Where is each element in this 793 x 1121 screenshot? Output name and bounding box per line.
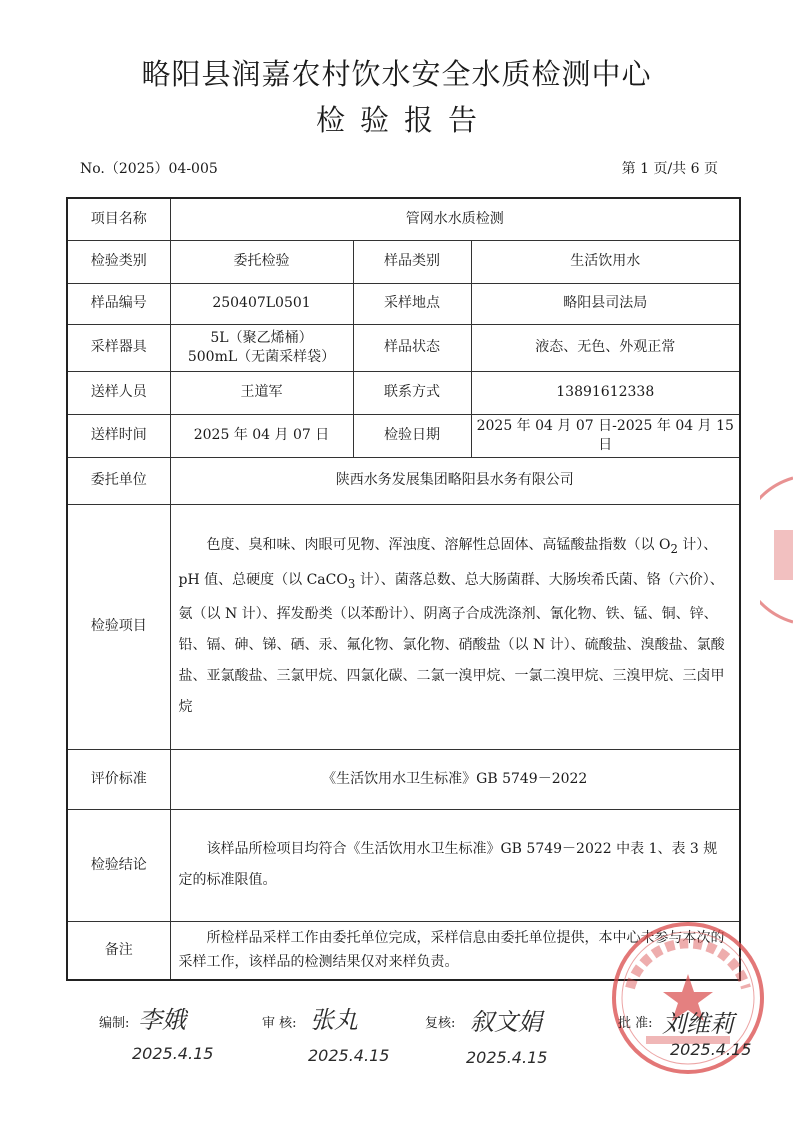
row-conclusion bbox=[67, 809, 740, 921]
row-client bbox=[67, 457, 740, 504]
client-value: 陕西水务发展集团略阳县水务有限公司 bbox=[170, 457, 740, 504]
items-value bbox=[170, 504, 740, 749]
items-part-3: 计）、菌落总数、总大肠菌群、大肠埃希氏菌、铬（六价）、氨（以 N 计）、挥发酚类（以苯酚计）、阴离子合成洗涤剂、氰化物、铁、锰、铜、锌、铅、镉、砷、锑、硒、汞、氟化物、氯化物、硝酸盐（以 N 计）、硫酸盐、溴酸盐、氯酸盐、亚氯酸盐、三氯甲烷、四氯化碳、二氯一溴甲烷、一氯二溴甲烷、三溴甲烷、三卤甲烷 bbox=[178, 571, 725, 716]
approve-label: 批 准: bbox=[618, 1016, 653, 1031]
send-time-label: 送样时间 bbox=[67, 414, 170, 457]
row-items bbox=[67, 504, 740, 749]
sample-place-label: 采样地点 bbox=[353, 283, 471, 324]
sample-state-label: 样品状态 bbox=[353, 324, 471, 371]
sampler-value bbox=[170, 324, 353, 371]
project-name-label: 项目名称 bbox=[67, 198, 170, 240]
project-name-value: 管网水水质检测 bbox=[170, 198, 740, 240]
row-project-name bbox=[67, 198, 740, 240]
page-number: 第 1 页/共 6 页 bbox=[621, 161, 718, 177]
standard-value: 《生活饮用水卫生标准》GB 5749－2022 bbox=[170, 749, 740, 809]
recheck-signature: 叙文娟 bbox=[470, 1008, 542, 1036]
inspect-type-value: 委托检验 bbox=[170, 240, 353, 283]
sender-label: 送样人员 bbox=[67, 371, 170, 414]
inspect-date-label: 检验日期 bbox=[353, 414, 471, 457]
row-inspect-type bbox=[67, 240, 740, 283]
sampler-line-1: 5L（聚乙烯桶） bbox=[210, 329, 313, 346]
sample-no-label: 样品编号 bbox=[67, 283, 170, 324]
remarks-label: 备注 bbox=[67, 921, 170, 980]
sample-no-value: 250407L0501 bbox=[170, 283, 353, 324]
items-sub-2: 3 bbox=[347, 576, 356, 591]
compile-signature: 李娥 bbox=[138, 1006, 186, 1034]
items-text bbox=[179, 530, 732, 724]
org-title: 略阳县润嘉农村饮水安全水质检测中心 bbox=[141, 57, 652, 91]
items-part-2: 计）、pH 值、总硬度（以 CaCO bbox=[178, 536, 718, 588]
report-title: 检验报告 bbox=[315, 103, 492, 137]
contact-label: 联系方式 bbox=[353, 371, 471, 414]
report-number: No.（2025）04-005 bbox=[80, 161, 218, 177]
review-signature: 张丸 bbox=[310, 1006, 358, 1034]
standard-label: 评价标准 bbox=[67, 749, 170, 809]
row-standard bbox=[67, 749, 740, 809]
review-date: 2025.4.15 bbox=[308, 1046, 390, 1065]
contact-value: 13891612338 bbox=[471, 371, 740, 414]
items-sub-1: 2 bbox=[670, 541, 678, 556]
items-part-1: 色度、臭和味、肉眼可见物、浑浊度、溶解性总固体、高锰酸盐指数（以 O bbox=[206, 536, 671, 553]
review-label: 审 核: bbox=[262, 1016, 297, 1031]
conclusion-value bbox=[170, 809, 740, 921]
edge-seal-icon bbox=[760, 470, 793, 630]
approve-date: 2025.4.15 bbox=[670, 1040, 752, 1059]
sender-value: 王道军 bbox=[170, 371, 353, 414]
recheck-label: 复核: bbox=[425, 1016, 456, 1031]
compile-date: 2025.4.15 bbox=[132, 1044, 214, 1063]
sampler-line-2: 500mL（无菌采样袋） bbox=[187, 348, 336, 365]
items-label: 检验项目 bbox=[67, 504, 170, 749]
recheck-date: 2025.4.15 bbox=[466, 1048, 548, 1067]
row-send-time bbox=[67, 414, 740, 457]
client-label: 委托单位 bbox=[67, 457, 170, 504]
conclusion-label: 检验结论 bbox=[67, 809, 170, 921]
send-time-value: 2025 年 04 月 07 日 bbox=[170, 414, 353, 457]
report-table bbox=[66, 197, 741, 981]
approve-signature: 刘维莉 bbox=[662, 1010, 734, 1038]
inspect-date-value: 2025 年 04 月 07 日-2025 年 04 月 15 日 bbox=[471, 414, 740, 457]
sample-type-label: 样品类别 bbox=[353, 240, 471, 283]
inspect-type-label: 检验类别 bbox=[67, 240, 170, 283]
sampler-label: 采样器具 bbox=[67, 324, 170, 371]
sample-type-value: 生活饮用水 bbox=[471, 240, 740, 283]
sample-state-value: 液态、无色、外观正常 bbox=[471, 324, 740, 371]
row-sender bbox=[67, 371, 740, 414]
row-sampler bbox=[67, 324, 740, 371]
conclusion-text: 该样品所检项目均符合《生活饮用水卫生标准》GB 5749－2022 中表 1、表 3 规定的标准限值。 bbox=[178, 841, 718, 888]
sample-place-value: 略阳县司法局 bbox=[471, 283, 740, 324]
row-sample-no bbox=[67, 283, 740, 324]
remarks-text: 所检样品采样工作由委托单位完成，采样信息由委托单位提供，本中心未参与本次的采样工作，该样品的检测结果仅对来样负责。 bbox=[178, 930, 725, 971]
compile-label: 编制: bbox=[99, 1016, 130, 1031]
